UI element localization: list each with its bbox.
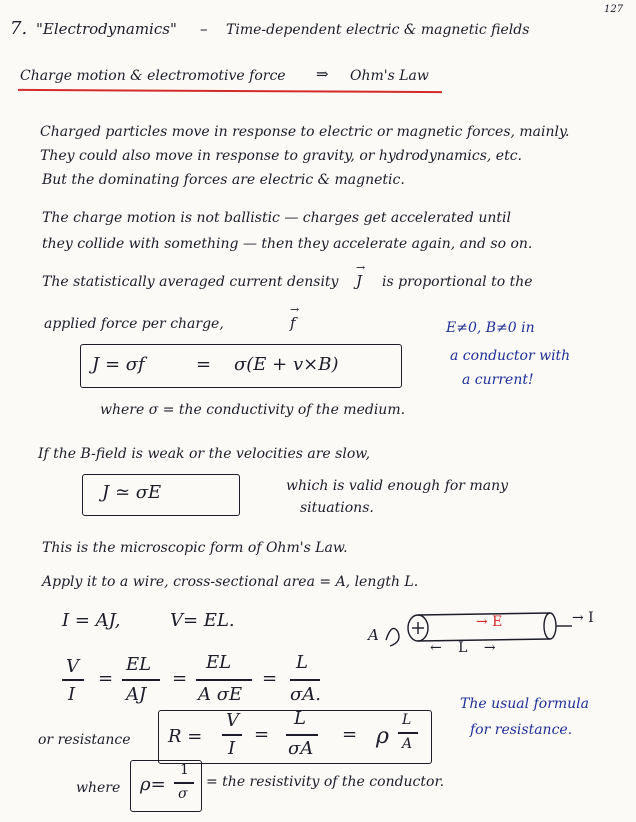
section-title: Charge motion & electromotive force xyxy=(20,68,286,84)
if-weak-line: If the B-field is weak or the velocities are slow, xyxy=(38,446,371,462)
f-symbol: f → xyxy=(290,314,296,332)
resistance-L2: L xyxy=(402,712,412,728)
ratio-EL2: EL xyxy=(206,652,232,673)
equation-2: J ≃ σE xyxy=(102,482,162,503)
ratio-EL: EL xyxy=(126,654,152,675)
para2-line2: they collide with something — then they accelerate again, and so on. xyxy=(42,236,533,252)
resistance-eq2: = xyxy=(342,724,358,745)
V-equals-EL: V= EL. xyxy=(170,610,235,631)
para2-line4: applied force per charge, xyxy=(44,316,224,332)
resistivity-bar xyxy=(174,782,194,784)
ratio-bar-1 xyxy=(62,679,84,681)
para1-line1: Charged particles move in response to electric or magnetic forces, mainly. xyxy=(40,124,570,140)
ratio-bar-3 xyxy=(196,679,252,681)
ratio-eq-3: = xyxy=(262,668,278,689)
ratio-AoE: A σE xyxy=(198,684,243,705)
apply-wire-line: Apply it to a wire, cross-sectional area = A, length L. xyxy=(42,574,419,590)
diagram-E-label: → E xyxy=(476,614,503,630)
resistance-rho: ρ xyxy=(376,724,389,749)
resistivity-where: where xyxy=(76,780,121,796)
ratio-eq-2: = xyxy=(172,668,188,689)
para2-line3: The statistically averaged current density xyxy=(42,274,339,290)
resistance-A: A xyxy=(402,736,413,752)
usual-formula-line2: for resistance. xyxy=(470,722,573,738)
usual-formula-line1: The usual formula xyxy=(460,696,590,712)
where-sigma: where σ = the conductivity of the medium. xyxy=(100,402,406,418)
resistivity-one: 1 xyxy=(180,762,189,778)
ratio-oA: σA. xyxy=(290,684,322,705)
I-equals-AJ: I = AJ, xyxy=(62,610,121,631)
chapter-title: "Electrodynamics" xyxy=(36,20,177,38)
valid-note-line2: situations. xyxy=(300,500,374,516)
ratio-AJ: AJ xyxy=(126,684,147,705)
chapter-number: 7. xyxy=(10,18,28,39)
side-note-line3: a current! xyxy=(462,372,534,388)
ratio-bar-2 xyxy=(122,679,160,681)
equation-1-right: σ(E + v×B) xyxy=(234,354,339,375)
page-number: 127 xyxy=(604,4,624,15)
diagram-L-label: ← L → xyxy=(430,640,502,656)
resistance-prefix: or resistance xyxy=(38,732,131,748)
diagram-A-label: A xyxy=(368,626,379,644)
resistance-bar-1 xyxy=(222,734,242,736)
J-symbol: J → xyxy=(356,272,362,290)
ratio-bar-4 xyxy=(290,679,320,681)
ratio-V: V xyxy=(66,656,79,677)
ratio-I: I xyxy=(68,684,76,705)
equation-1-equals: = xyxy=(196,354,212,375)
resistance-I: I xyxy=(228,738,236,759)
resistivity-rho-eq: ρ= xyxy=(140,774,166,795)
equation-1-left: J = σf xyxy=(92,354,145,375)
resistance-bar-3 xyxy=(398,732,418,734)
heading-dash: – xyxy=(200,20,208,38)
resistance-V: V xyxy=(226,710,239,731)
section-ohms: Ohm's Law xyxy=(350,68,429,84)
chapter-subtitle: Time-dependent electric & magnetic fields xyxy=(226,22,530,38)
resistance-eq: = xyxy=(254,724,270,745)
resistance-bar-2 xyxy=(286,734,318,736)
resistance-oA: σA xyxy=(288,738,314,759)
valid-note-line1: which is valid enough for many xyxy=(286,478,508,494)
resistance-L: L xyxy=(294,708,306,729)
side-note-line1: E≠0, B≠0 in xyxy=(446,320,535,336)
side-note-line2: a conductor with xyxy=(450,348,571,364)
ratio-L: L xyxy=(296,652,308,673)
diagram-I-label: → I xyxy=(572,610,594,626)
resistivity-sigma: σ xyxy=(178,786,188,802)
resistivity-tail: = the resistivity of the conductor. xyxy=(206,774,445,790)
resistance-R: R = xyxy=(168,726,203,747)
para2-line3-tail: is proportional to the xyxy=(382,274,533,290)
para1-line2: They could also move in response to gravity, or hydrodynamics, etc. xyxy=(40,148,523,164)
para2-line1: The charge motion is not ballistic — charges get accelerated until xyxy=(42,210,511,226)
ratio-eq-1: = xyxy=(98,668,114,689)
microscopic-line: This is the microscopic form of Ohm's Law. xyxy=(42,540,348,556)
section-arrow: ⇒ xyxy=(316,65,329,83)
para1-line3: But the dominating forces are electric & magnetic. xyxy=(42,172,405,188)
